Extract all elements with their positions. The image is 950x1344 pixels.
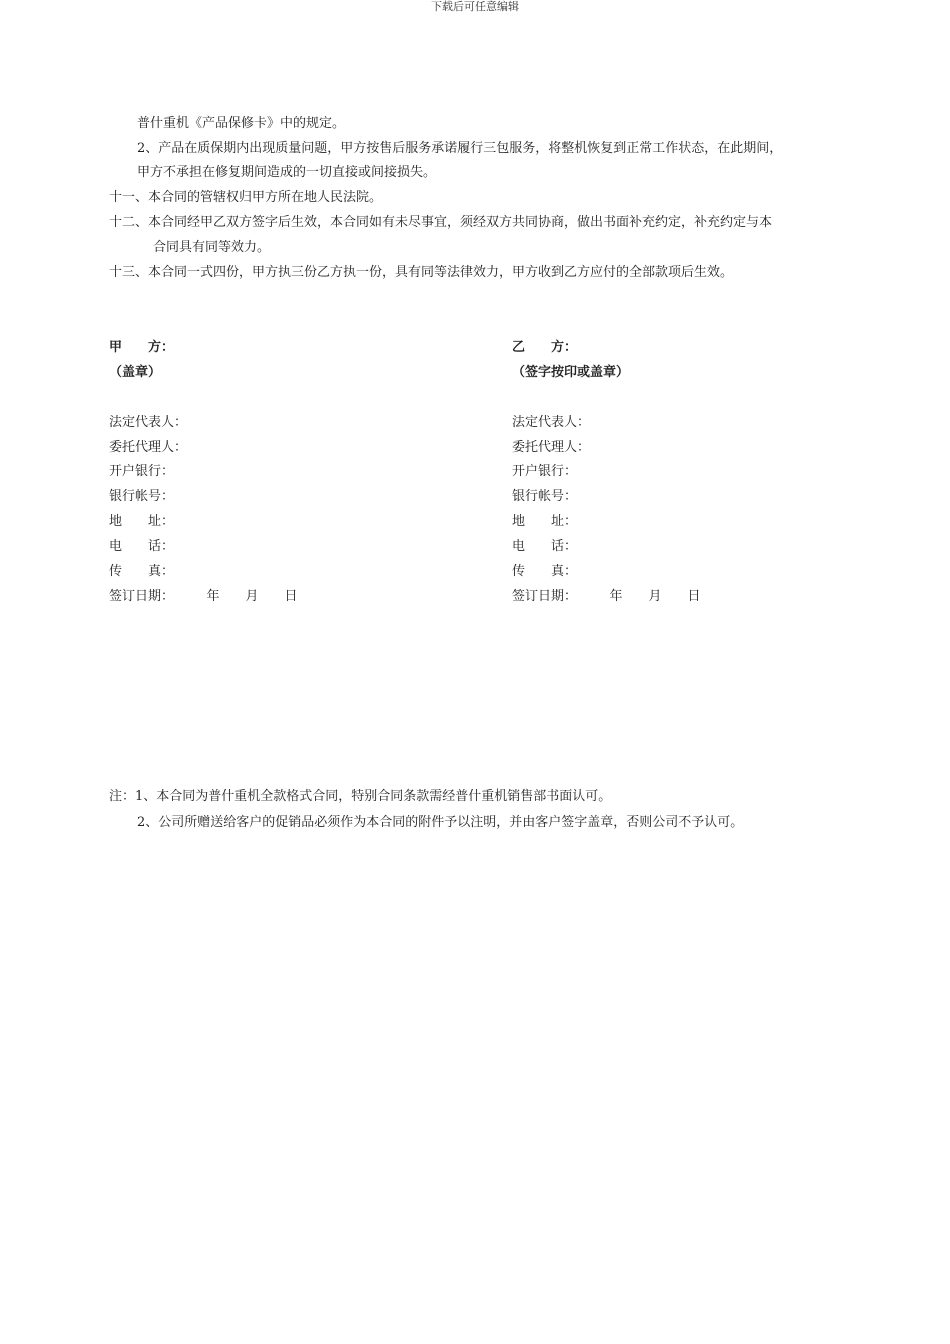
page-header: 下载后可任意编辑 (431, 0, 519, 13)
party-a-bank: 开户银行： (109, 464, 175, 479)
party-a-representative: 法定代表人： (109, 415, 188, 430)
party-a-address: 地 址： (109, 514, 175, 529)
clause-text-1: 普什重机《产品保修卡》中的规定。 (137, 116, 346, 131)
party-b-agent: 委托代理人： (512, 440, 591, 455)
note-1: 注：1、本合同为普什重机全款格式合同，特别合同条款需经普什重机销售部书面认可。 (109, 789, 612, 804)
party-b-account: 银行帐号： (512, 489, 578, 504)
party-b-title: 乙 方： (512, 340, 578, 355)
clause-11: 十一、本合同的管辖权归甲方所在地人民法院。 (109, 190, 383, 205)
party-b-seal: （签字按印或盖章） (512, 365, 630, 380)
party-a-sign-date: 签订日期： 年 月 日 (109, 589, 298, 604)
party-b-phone: 电 话： (512, 539, 578, 554)
party-a-phone: 电 话： (109, 539, 175, 554)
party-a-account: 银行帐号： (109, 489, 175, 504)
party-a-seal: （盖章） (109, 365, 162, 380)
party-a-fax: 传 真： (109, 564, 175, 579)
party-b-address: 地 址： (512, 514, 578, 529)
party-b-sign-date: 签订日期： 年 月 日 (512, 589, 701, 604)
party-b-fax: 传 真： (512, 564, 578, 579)
party-a-title: 甲 方： (109, 340, 175, 355)
clause-text-3: 甲方不承担在修复期间造成的一切直接或间接损失。 (137, 165, 437, 180)
clause-12: 十二、本合同经甲乙双方签字后生效，本合同如有未尽事宜，须经双方共同协商，做出书面补充约定，补充约定与本 (109, 215, 773, 230)
clause-12-continued: 合同具有同等效力。 (153, 240, 271, 255)
clause-13: 十三、本合同一式四份，甲方执三份乙方执一份，具有同等法律效力，甲方收到乙方应付的全部款项后生效。 (109, 265, 734, 280)
note-2: 2、公司所赠送给客户的促销品必须作为本合同的附件予以注明，并由客户签字盖章，否则公司不予认可。 (137, 815, 744, 830)
party-b-representative: 法定代表人： (512, 415, 591, 430)
party-b-bank: 开户银行： (512, 464, 578, 479)
clause-text-2: 2、产品在质保期内出现质量问题，甲方按售后服务承诺履行三包服务，将整机恢复到正常工作状态，在此期间， (137, 141, 783, 156)
party-a-agent: 委托代理人： (109, 440, 188, 455)
